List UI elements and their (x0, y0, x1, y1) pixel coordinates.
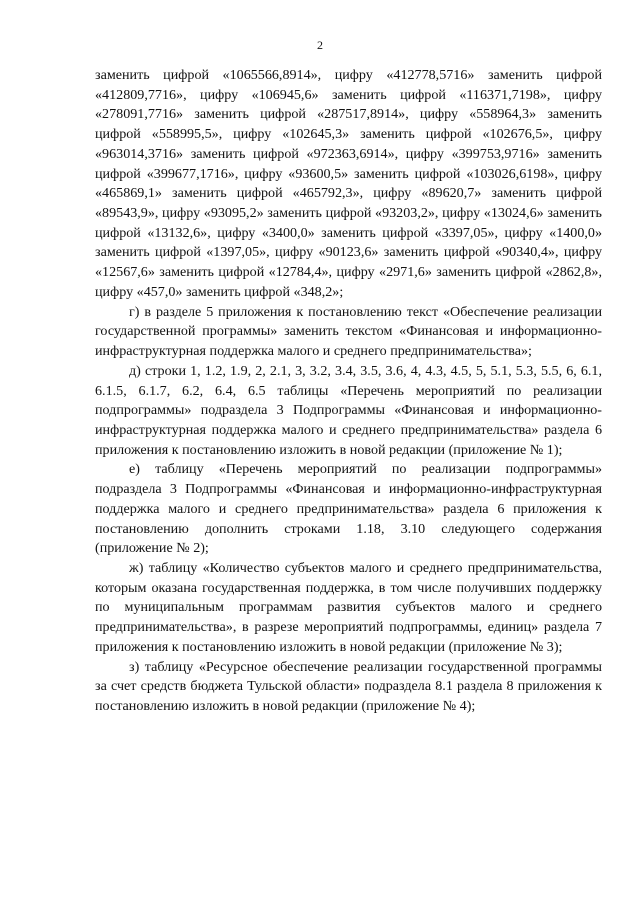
paragraph-item-z: з) таблицу «Ресурсное обеспечение реализации государственной программы за счет средств бюджета Тульской области» подраздела 8.1 раздела 8 приложения к постановлению изложить в новой редакции (приложение № 4); (95, 658, 602, 714)
page-number: 2 (317, 38, 323, 52)
paragraph-item-g: г) в разделе 5 приложения к постановлению текст «Обеспечение реализации государственной программы» заменить текстом «Финансовая и информационно-инфраструктурная поддержка малого и среднего предпринимательства»; (95, 303, 602, 360)
paragraph-item-d: д) строки 1, 1.2, 1.9, 2, 2.1, 3, 3.2, 3.4, 3.5, 3.6, 4, 4.3, 4.5, 5, 5.1, 5.3, 5.5, 6, 6.1, 6.1.5, 6.1.7, 6.2, 6.4, 6.5 таблицы «Перечень мероприятий по реализации подпрограммы» подраздела 3 Подпрограммы «Финансовая и информационно-инфраструктурная поддержка малого и среднего предпринимательства» раздела 6 приложения к постановлению изложить в новой редакции (приложение № 1); (95, 362, 602, 458)
paragraph-item-zh: ж) таблицу «Количество субъектов малого и среднего предпринимательства, которым оказана государственная поддержка, в том числе получивших поддержку по муниципальным программам развития субъектов малого и среднего предпринимательства», в разрезе мероприятий подпрограммы, единиц» раздела 7 приложения к постановлению изложить в новой редакции (приложение № 3); (95, 559, 602, 655)
paragraph-replacements: заменить цифрой «1065566,8914», цифру «412778,5716» заменить цифрой «412809,7716», цифру «106945,6» заменить цифрой «116371,7198», цифру «278091,7716» заменить цифрой «287517,8914», цифру «558964,3» заменить цифрой «558995,5», цифру «102645,3» заменить цифрой «102676,5», цифру «963014,3716» заменить цифрой «972363,6914», цифру «399753,9716» заменить цифрой «399677,1716», цифру «93600,5» заменить цифрой «103026,6198», цифру «465869,1» заменить цифрой «465792,3», цифру «89620,7» заменить цифрой «89543,9», цифру «93095,2» заменить цифрой «93203,2», цифру «13024,6» заменить цифрой «13132,6», цифру «3400,0» заменить цифрой «3397,05», цифру «1400,0» заменить цифрой «1397,05», цифру «90123,6» заменить цифрой «90340,4», цифру «12567,6» заменить цифрой «12784,4», цифру «2971,6» заменить цифрой «2862,8», цифру «457,0» заменить цифрой «348,2»; (95, 67, 602, 300)
document-body (95, 66, 602, 717)
paragraph-item-e: е) таблицу «Перечень мероприятий по реализации подпрограммы» подраздела 3 Подпрограммы «Финансовая и информационно-инфраструктурная поддержка малого и среднего предпринимательства» раздела 6 приложения к постановлению дополнить строками 1.18, 3.10 следующего содержания (приложение № 2); (95, 461, 602, 557)
